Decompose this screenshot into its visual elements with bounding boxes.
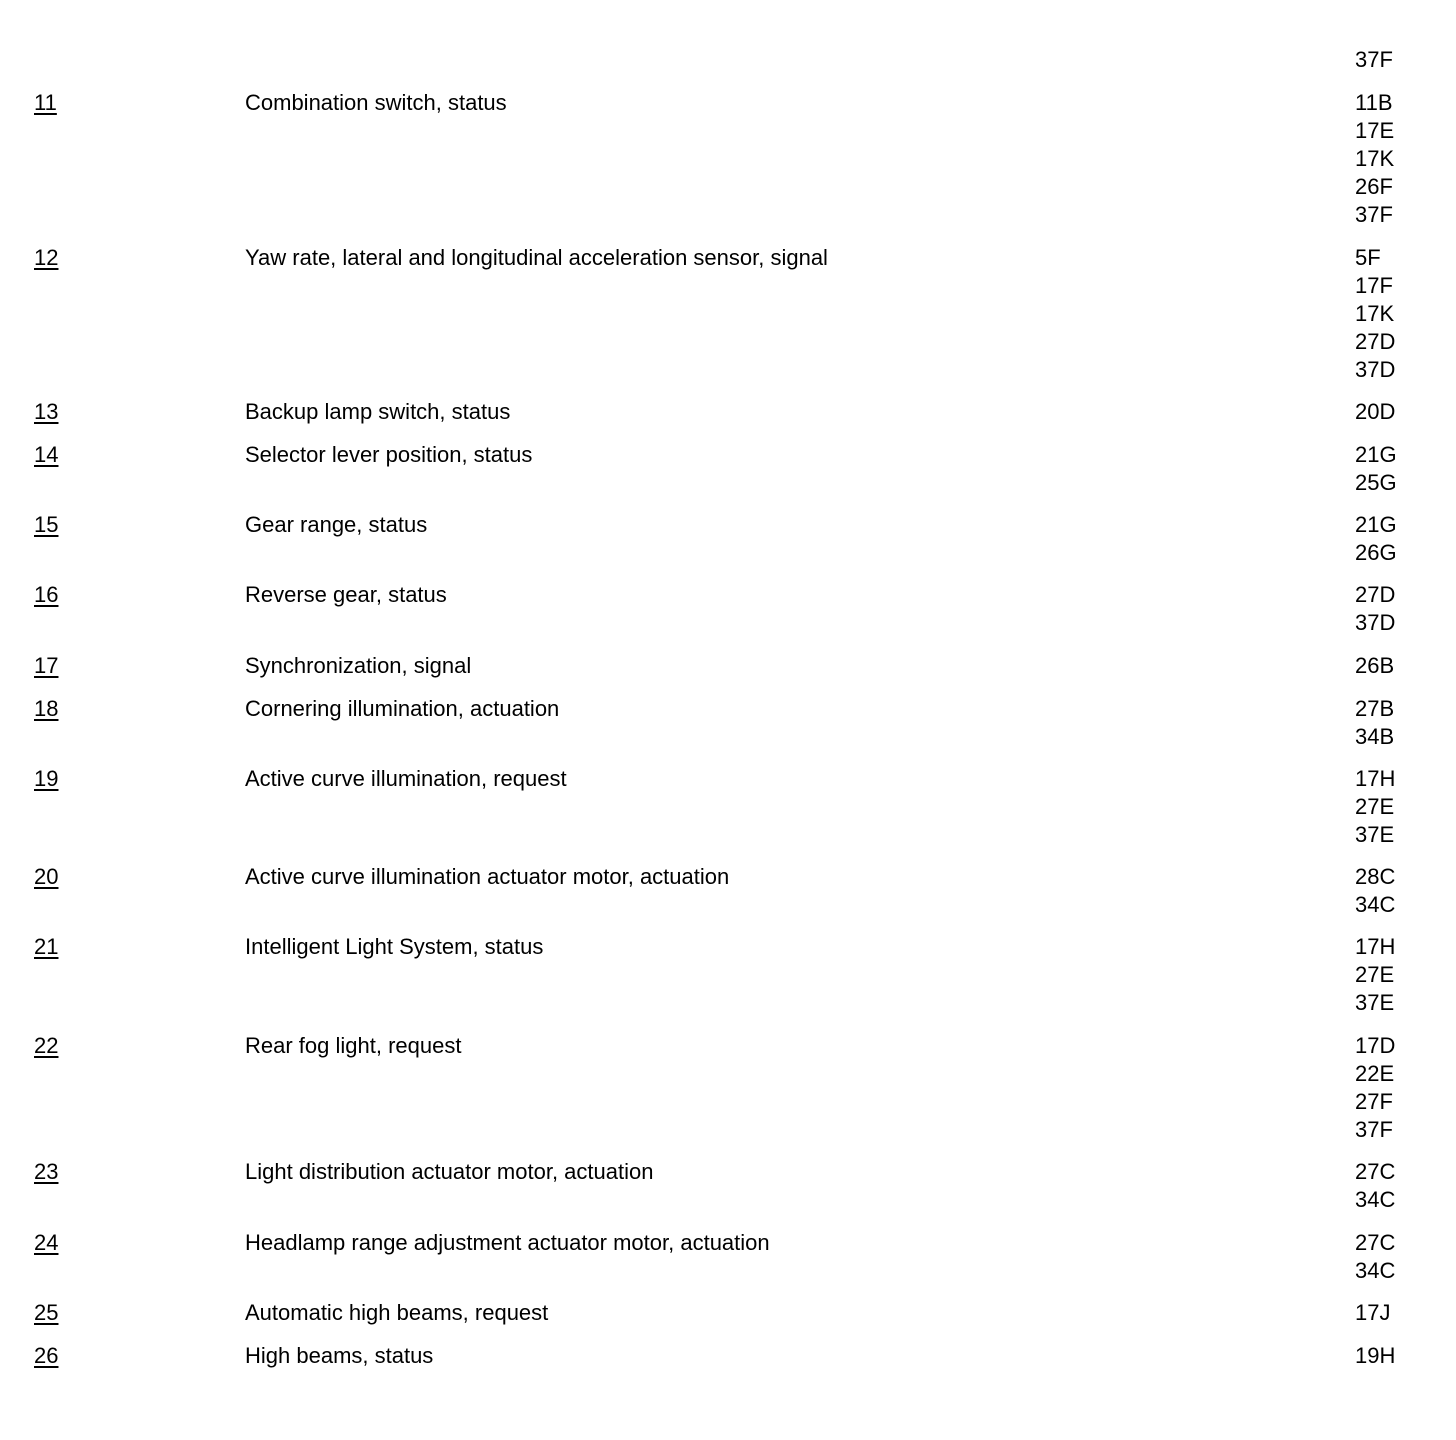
grid-reference: 17H: [1355, 766, 1396, 791]
grid-reference: 27C: [1355, 1159, 1396, 1184]
grid-reference: 34B: [1355, 724, 1395, 749]
grid-reference: 5F: [1355, 245, 1381, 270]
item-description: Selector lever position, status: [245, 442, 533, 467]
grid-reference: 37F: [1355, 47, 1393, 72]
grid-reference: 27F: [1355, 1089, 1393, 1114]
grid-reference: 37D: [1355, 357, 1396, 382]
grid-references: [1355, 1229, 1395, 1285]
grid-reference: 27C: [1355, 1230, 1396, 1255]
grid-reference: 21G: [1355, 512, 1397, 537]
grid-reference: 25G: [1355, 470, 1397, 495]
grid-reference: 37D: [1355, 610, 1396, 635]
grid-reference: 37E: [1355, 990, 1395, 1015]
item-description: Active curve illumination, request: [245, 766, 567, 791]
item-description: Backup lamp switch, status: [245, 399, 511, 424]
item-number-link[interactable]: 14: [34, 442, 59, 467]
item-description: Rear fog light, request: [245, 1033, 462, 1058]
grid-reference: 21G: [1355, 442, 1397, 467]
item-description: Yaw rate, lateral and longitudinal acceleration sensor, signal: [245, 245, 828, 270]
item-number-link[interactable]: 13: [34, 399, 59, 424]
grid-references: [1355, 511, 1397, 567]
grid-references: [1355, 244, 1395, 384]
grid-reference: 28C: [1355, 864, 1396, 889]
grid-references: [1355, 581, 1395, 637]
grid-reference: 37F: [1355, 1117, 1393, 1142]
item-number-link[interactable]: 20: [34, 864, 59, 889]
grid-references: [1355, 441, 1397, 497]
item-number-link[interactable]: 24: [34, 1230, 59, 1255]
grid-references: [1355, 695, 1394, 751]
item-description: Automatic high beams, request: [245, 1300, 549, 1325]
grid-reference: 27E: [1355, 962, 1395, 987]
grid-reference: 34C: [1355, 1187, 1396, 1212]
item-description: Light distribution actuator motor, actuation: [245, 1159, 654, 1184]
grid-references: [1355, 1158, 1395, 1214]
grid-references: [1355, 933, 1395, 1017]
grid-reference: 27B: [1355, 696, 1395, 721]
item-number-link[interactable]: 19: [34, 766, 59, 791]
grid-reference: 37F: [1355, 202, 1393, 227]
grid-reference: 17J: [1355, 1300, 1391, 1325]
grid-reference: 17H: [1355, 934, 1396, 959]
item-number-link[interactable]: 22: [34, 1033, 59, 1058]
grid-reference: 19H: [1355, 1343, 1396, 1368]
grid-reference: 17E: [1355, 118, 1395, 143]
item-description: Combination switch, status: [245, 90, 507, 115]
grid-references: [1355, 765, 1395, 849]
item-description: High beams, status: [245, 1343, 434, 1368]
grid-reference: 34C: [1355, 892, 1396, 917]
item-number-link[interactable]: 15: [34, 512, 59, 537]
item-number-link[interactable]: 25: [34, 1300, 59, 1325]
grid-reference: 26B: [1355, 653, 1395, 678]
item-number-link[interactable]: 21: [34, 934, 59, 959]
grid-references: [1355, 89, 1394, 229]
item-description: Synchronization, signal: [245, 653, 472, 678]
grid-reference: 26G: [1355, 540, 1397, 565]
grid-reference: 34C: [1355, 1258, 1396, 1283]
item-number-link[interactable]: 18: [34, 696, 59, 721]
grid-reference: 26F: [1355, 174, 1393, 199]
grid-reference: 37E: [1355, 822, 1395, 847]
item-number-link[interactable]: 16: [34, 582, 59, 607]
item-number-link[interactable]: 23: [34, 1159, 59, 1184]
grid-reference: 17K: [1355, 146, 1395, 171]
grid-reference: 17D: [1355, 1033, 1396, 1058]
item-number-link[interactable]: 12: [34, 245, 59, 270]
item-number-link[interactable]: 11: [34, 90, 57, 115]
grid-references: [1355, 863, 1395, 919]
grid-references: [1355, 1299, 1390, 1327]
grid-reference: 27E: [1355, 794, 1395, 819]
grid-references: [1355, 1032, 1395, 1144]
grid-references: [1355, 398, 1395, 426]
grid-reference: 11B: [1355, 90, 1393, 115]
item-description: Intelligent Light System, status: [245, 934, 544, 959]
grid-reference: 27D: [1355, 582, 1396, 607]
grid-reference: 22E: [1355, 1061, 1395, 1086]
grid-reference: 17K: [1355, 301, 1395, 326]
grid-reference: 17F: [1355, 273, 1393, 298]
grid-references: [1355, 46, 1393, 74]
item-description: Cornering illumination, actuation: [245, 696, 560, 721]
grid-reference: 27D: [1355, 329, 1396, 354]
item-description: Gear range, status: [245, 512, 428, 537]
item-description: Reverse gear, status: [245, 582, 447, 607]
item-number-link[interactable]: 17: [34, 653, 59, 678]
item-description: Active curve illumination actuator motor, actuation: [245, 864, 730, 889]
item-description: Headlamp range adjustment actuator motor, actuation: [245, 1230, 770, 1255]
item-number-link[interactable]: 26: [34, 1343, 59, 1368]
grid-references: [1355, 652, 1394, 680]
grid-reference: 20D: [1355, 399, 1396, 424]
grid-references: [1355, 1342, 1395, 1370]
